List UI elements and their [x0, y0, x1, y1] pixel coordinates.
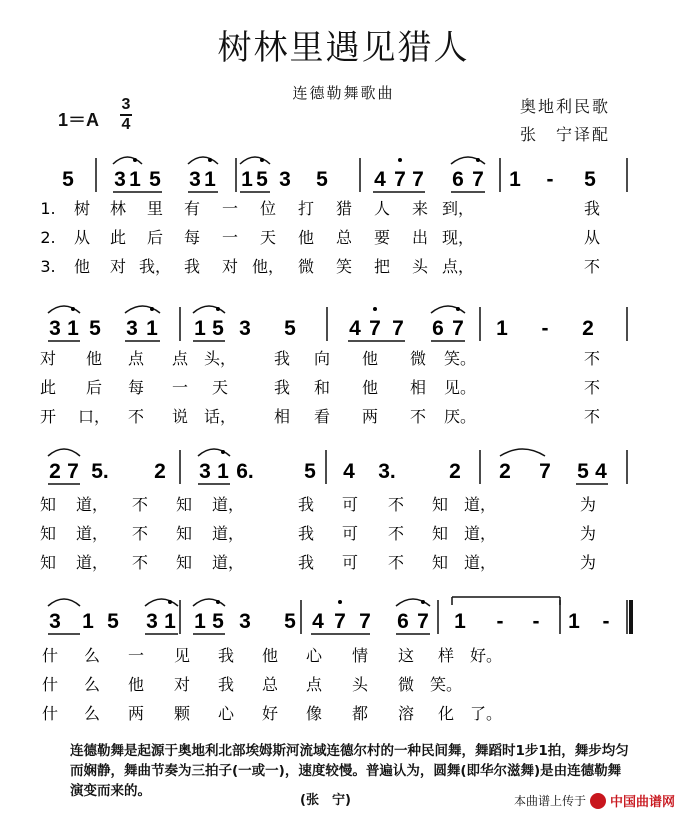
lyric-0-0-5: 一 — [221, 199, 239, 218]
note-2-8: 4 — [343, 460, 355, 483]
lyric-3-1-6: 点 — [305, 675, 323, 694]
tie-arc — [48, 306, 80, 313]
note-2-7: 5 — [304, 460, 316, 483]
song-subtitle: 连德勒舞歌曲 — [292, 84, 395, 102]
lyric-1-1-8: 相 — [409, 378, 427, 397]
note-0-10: 4 — [374, 168, 386, 191]
lyric-3-2-5: 好 — [261, 704, 279, 723]
lyric-3-2-3: 颗 — [173, 704, 191, 723]
lyric-3-1-8: 微 — [397, 675, 415, 694]
time-numerator: 3 — [121, 96, 131, 113]
lyric-0-0-1: 树 — [73, 199, 91, 218]
lyric-3-2-9: 化 — [437, 704, 455, 723]
lyric-0-0-2: 林 — [109, 199, 127, 218]
lyric-1-2-4: 话， — [203, 407, 237, 426]
tie-arc — [193, 599, 225, 606]
note-1-12: 6 — [432, 317, 444, 340]
key-signature: 1＝A — [58, 110, 100, 130]
lyric-1-1-5: 我 — [273, 378, 291, 397]
note-0-16: - — [546, 168, 554, 191]
note-3-2: 5 — [107, 610, 119, 633]
note-1-8: 5 — [284, 317, 296, 340]
lyric-3-2-2: 两 — [127, 704, 145, 723]
note-0-12: 7 — [412, 168, 424, 191]
lyric-2-0-10: 为 — [579, 495, 597, 514]
lyric-1-2-1: 口， — [77, 407, 111, 426]
lyric-1-0-8: 微 — [409, 349, 427, 368]
lyric-0-2-11: 点， — [441, 257, 475, 276]
note-2-10: 2 — [449, 460, 461, 483]
note-1-4: 1 — [146, 317, 158, 340]
tie-arc — [48, 449, 80, 456]
lyric-3-0-1: 么 — [83, 646, 101, 665]
lyric-3-2-7: 都 — [351, 704, 369, 723]
lyric-2-2-7: 不 — [387, 553, 405, 572]
lyric-2-0-5: 我 — [297, 495, 315, 514]
note-1-14: 1 — [496, 317, 508, 340]
lyric-0-2-4: 我 — [183, 257, 201, 276]
lyric-2-1-7: 不 — [387, 524, 405, 543]
lyric-0-1-7: 他 — [297, 228, 315, 247]
octave-dot — [71, 307, 75, 311]
tie-arc — [193, 306, 225, 313]
lyric-0-2-7: 微 — [297, 257, 315, 276]
lyric-3-0-10: 好。 — [469, 646, 503, 665]
lyric-0-1-8: 总 — [335, 228, 353, 247]
octave-dot — [221, 450, 225, 454]
lyric-2-2-9: 道， — [463, 553, 497, 572]
lyric-3-1-1: 么 — [83, 675, 101, 694]
lyric-0-2-2: 对 — [109, 257, 127, 276]
octave-dot — [476, 158, 480, 162]
note-0-6: 1 — [241, 168, 253, 191]
lyric-1-2-10: 不 — [583, 407, 601, 426]
lyric-2-2-4: 道， — [211, 553, 245, 572]
lyric-0-2-3: 我， — [138, 257, 172, 276]
lyric-0-2-6: 他， — [251, 257, 285, 276]
lyric-3-2-1: 么 — [83, 704, 101, 723]
note-2-12: 7 — [539, 460, 551, 483]
lyric-2-1-4: 道， — [211, 524, 245, 543]
lyric-2-0-6: 可 — [341, 495, 359, 514]
lyric-2-2-6: 可 — [341, 553, 359, 572]
note-1-5: 1 — [194, 317, 206, 340]
song-origin: 奥地利民歌 — [520, 97, 611, 116]
song-arranger: 张 宁译配 — [520, 125, 611, 144]
octave-dot — [456, 307, 460, 311]
lyric-0-1-5: 一 — [221, 228, 239, 247]
octave-dot — [168, 600, 172, 604]
lyric-2-0-4: 道， — [211, 495, 245, 514]
site-logo-icon — [590, 793, 606, 809]
lyric-1-2-5: 相 — [273, 407, 291, 426]
note-3-6: 5 — [212, 610, 224, 633]
note-3-12: 6 — [397, 610, 409, 633]
lyric-0-0-12: 我 — [583, 199, 601, 218]
lyric-2-2-2: 不 — [131, 553, 149, 572]
lyric-1-2-6: 看 — [313, 407, 331, 426]
lyric-1-0-3: 点 — [171, 349, 189, 368]
lyric-1-2-3: 说 — [171, 407, 189, 426]
note-0-8: 3 — [279, 168, 291, 191]
note-2-14: 4 — [595, 460, 607, 483]
lyric-1-1-9: 见。 — [443, 378, 477, 397]
note-0-17: 5 — [584, 168, 596, 191]
lyric-1-1-2: 每 — [127, 378, 145, 397]
lyric-3-2-10: 了。 — [469, 704, 503, 723]
note-0-7: 5 — [256, 168, 268, 191]
lyric-3-1-2: 他 — [127, 675, 145, 694]
note-3-7: 3 — [239, 610, 251, 633]
tie-arc — [198, 449, 230, 456]
note-3-3: 3 — [146, 610, 158, 633]
note-2-0: 2 — [49, 460, 61, 483]
lyric-1-0-0: 对 — [39, 349, 57, 368]
note-2-2: 5. — [91, 460, 109, 483]
note-0-1: 3 — [114, 168, 126, 191]
lyric-2-0-9: 道， — [463, 495, 497, 514]
lyric-1-2-9: 厌。 — [443, 407, 477, 426]
lyric-0-1-10: 出 — [411, 228, 429, 247]
note-3-17: 1 — [568, 610, 580, 633]
lyric-0-2-9: 把 — [373, 257, 391, 276]
lyric-1-0-9: 笑。 — [443, 349, 477, 368]
lyric-3-0-8: 这 — [397, 646, 415, 665]
lyric-3-0-9: 样 — [437, 646, 455, 665]
lyric-2-1-1: 道， — [75, 524, 109, 543]
lyric-2-2-5: 我 — [297, 553, 315, 572]
note-3-0: 3 — [49, 610, 61, 633]
lyric-0-1-0: 2. — [40, 228, 56, 247]
lyric-2-0-3: 知 — [175, 495, 193, 514]
footnote-author: (张 宁) — [300, 793, 351, 808]
lyric-3-1-7: 头 — [351, 675, 369, 694]
lyric-2-0-0: 知 — [39, 495, 57, 514]
tie-arc — [125, 306, 160, 313]
lyric-2-1-10: 为 — [579, 524, 597, 543]
tie-arc — [188, 157, 218, 164]
lyric-0-2-0: 3. — [40, 257, 56, 276]
octave-dot — [216, 307, 220, 311]
note-3-16: - — [532, 610, 540, 633]
octave-dot — [421, 600, 425, 604]
note-2-9: 3. — [378, 460, 396, 483]
song-title: 树林里遇见猎人 — [217, 28, 470, 68]
lyric-0-2-5: 对 — [221, 257, 239, 276]
tie-arc — [48, 599, 80, 606]
note-0-9: 5 — [316, 168, 328, 191]
note-0-2: 1 — [129, 168, 141, 191]
lyric-0-2-1: 他 — [73, 257, 91, 276]
lyric-0-2-8: 笑 — [335, 257, 353, 276]
tie-arc — [240, 157, 270, 164]
note-2-5: 1 — [217, 460, 229, 483]
octave-dot — [150, 307, 154, 311]
lyric-2-2-0: 知 — [39, 553, 57, 572]
note-0-0: 5 — [62, 168, 74, 191]
note-1-16: 2 — [582, 317, 594, 340]
watermark-site: 中国曲谱网 — [610, 795, 676, 810]
lyric-1-1-1: 后 — [85, 378, 103, 397]
lyric-3-2-4: 心 — [217, 704, 235, 723]
lyric-2-2-3: 知 — [175, 553, 193, 572]
note-0-4: 3 — [189, 168, 201, 191]
note-0-15: 1 — [509, 168, 521, 191]
note-0-13: 6 — [452, 168, 464, 191]
lyric-2-1-8: 知 — [431, 524, 449, 543]
lyric-2-2-1: 道， — [75, 553, 109, 572]
lyric-0-0-7: 打 — [297, 199, 315, 218]
note-1-3: 3 — [126, 317, 138, 340]
note-0-11: 7 — [394, 168, 406, 191]
note-3-1: 1 — [82, 610, 94, 633]
octave-dot — [338, 600, 342, 604]
note-3-18: - — [602, 610, 610, 633]
note-2-4: 3 — [199, 460, 211, 483]
lyric-1-1-10: 不 — [583, 378, 601, 397]
lyric-3-0-7: 情 — [351, 646, 369, 665]
lyric-0-0-10: 来 — [411, 199, 429, 218]
lyric-1-0-4: 头， — [203, 349, 237, 368]
lyric-0-1-12: 从 — [583, 228, 601, 247]
lyric-1-0-5: 我 — [273, 349, 291, 368]
note-3-8: 5 — [284, 610, 296, 633]
lyric-1-0-1: 他 — [85, 349, 103, 368]
note-1-10: 7 — [369, 317, 381, 340]
note-3-11: 7 — [359, 610, 371, 633]
lyric-1-1-3: 一 — [171, 378, 189, 397]
lyric-0-1-2: 此 — [109, 228, 127, 247]
note-0-5: 1 — [204, 168, 216, 191]
lyric-0-0-9: 人 — [373, 199, 391, 218]
note-1-1: 1 — [67, 317, 79, 340]
lyric-0-1-9: 要 — [373, 228, 391, 247]
lyric-0-2-12: 不 — [583, 257, 601, 276]
lyric-3-1-0: 什 — [41, 675, 59, 694]
octave-dot — [373, 307, 377, 311]
lyric-1-1-0: 此 — [39, 378, 57, 397]
lyric-2-1-3: 知 — [175, 524, 193, 543]
lyric-3-1-3: 对 — [173, 675, 191, 694]
lyric-0-1-6: 天 — [259, 228, 277, 247]
tie-arc — [500, 449, 545, 456]
tie-arc — [145, 599, 178, 606]
time-denominator: 4 — [121, 116, 131, 133]
note-1-11: 7 — [392, 317, 404, 340]
note-2-3: 2 — [154, 460, 166, 483]
lyric-3-0-5: 他 — [261, 646, 279, 665]
lyric-3-0-2: 一 — [127, 646, 145, 665]
lyric-3-2-8: 溶 — [397, 704, 415, 723]
octave-dot — [208, 158, 212, 162]
note-1-2: 5 — [89, 317, 101, 340]
lyric-1-2-2: 不 — [127, 407, 145, 426]
note-1-9: 4 — [349, 317, 361, 340]
note-2-6: 6. — [236, 460, 254, 483]
lyric-0-1-4: 每 — [183, 228, 201, 247]
note-3-14: 1 — [454, 610, 466, 633]
lyric-1-1-6: 和 — [313, 378, 331, 397]
lyric-3-2-6: 像 — [305, 704, 323, 723]
lyric-3-0-0: 什 — [41, 646, 59, 665]
note-1-6: 5 — [212, 317, 224, 340]
lyric-1-2-7: 两 — [361, 407, 379, 426]
lyric-2-0-7: 不 — [387, 495, 405, 514]
lyric-2-1-0: 知 — [39, 524, 57, 543]
lyric-2-0-8: 知 — [431, 495, 449, 514]
lyric-0-0-0: 1. — [40, 199, 56, 218]
note-1-15: - — [541, 317, 549, 340]
note-0-14: 7 — [472, 168, 484, 191]
lyric-2-1-5: 我 — [297, 524, 315, 543]
lyric-0-1-3: 后 — [146, 228, 164, 247]
note-2-13: 5 — [577, 460, 589, 483]
lyric-1-1-7: 他 — [361, 378, 379, 397]
lyric-0-0-4: 有 — [183, 199, 201, 218]
lyric-0-0-11: 到， — [441, 199, 475, 218]
lyric-2-1-6: 可 — [341, 524, 359, 543]
footnote-text: 连德勒舞是起源于奥地利北部埃姆斯河流域连德尔村的一种民间舞，舞蹈时1步1拍，舞步均匀而娴静，舞曲节奏为三拍子(一或一)，速度较慢。普遍认为，圆舞(即华尔滋舞)是由连德勒舞演变而来的。 — [70, 743, 629, 799]
lyric-3-2-0: 什 — [41, 704, 59, 723]
lyric-1-2-8: 不 — [409, 407, 427, 426]
lyric-3-0-6: 心 — [305, 646, 323, 665]
note-1-13: 7 — [452, 317, 464, 340]
note-3-4: 1 — [164, 610, 176, 633]
lyric-1-1-4: 天 — [211, 378, 229, 397]
lyric-3-0-4: 我 — [217, 646, 235, 665]
lyric-1-0-6: 向 — [313, 349, 331, 368]
lyric-3-1-4: 我 — [217, 675, 235, 694]
octave-dot — [216, 600, 220, 604]
lyric-2-1-9: 道， — [463, 524, 497, 543]
note-1-0: 3 — [49, 317, 61, 340]
lyric-3-0-3: 见 — [173, 646, 191, 665]
note-0-3: 5 — [149, 168, 161, 191]
octave-dot — [133, 158, 137, 162]
lyric-1-0-2: 点 — [127, 349, 145, 368]
lyric-0-0-3: 里 — [146, 199, 164, 218]
lyric-0-0-6: 位 — [259, 199, 277, 218]
note-2-11: 2 — [499, 460, 511, 483]
lyric-3-1-5: 总 — [261, 675, 279, 694]
note-3-15: - — [496, 610, 504, 633]
lyric-2-2-10: 为 — [579, 553, 597, 572]
lyric-3-1-9: 笑。 — [429, 675, 463, 694]
lyric-2-0-1: 道， — [75, 495, 109, 514]
octave-dot — [260, 158, 264, 162]
octave-dot — [398, 158, 402, 162]
lyric-1-2-0: 开 — [39, 407, 57, 426]
note-3-5: 1 — [194, 610, 206, 633]
lyric-1-0-10: 不 — [583, 349, 601, 368]
lyric-0-2-10: 头 — [411, 257, 429, 276]
lyric-2-0-2: 不 — [131, 495, 149, 514]
tie-arc — [113, 157, 142, 164]
note-1-7: 3 — [239, 317, 251, 340]
note-3-13: 7 — [417, 610, 429, 633]
lyric-1-0-7: 他 — [361, 349, 379, 368]
lyric-0-1-1: 从 — [73, 228, 91, 247]
note-2-1: 7 — [67, 460, 79, 483]
lyric-0-1-11: 现， — [441, 228, 475, 247]
lyric-2-2-8: 知 — [431, 553, 449, 572]
note-3-10: 7 — [334, 610, 346, 633]
watermark-prefix: 本曲谱上传于 — [514, 794, 587, 808]
watermark — [514, 791, 675, 810]
note-3-9: 4 — [312, 610, 324, 633]
lyric-0-0-8: 猎 — [335, 199, 353, 218]
lyric-2-1-2: 不 — [131, 524, 149, 543]
